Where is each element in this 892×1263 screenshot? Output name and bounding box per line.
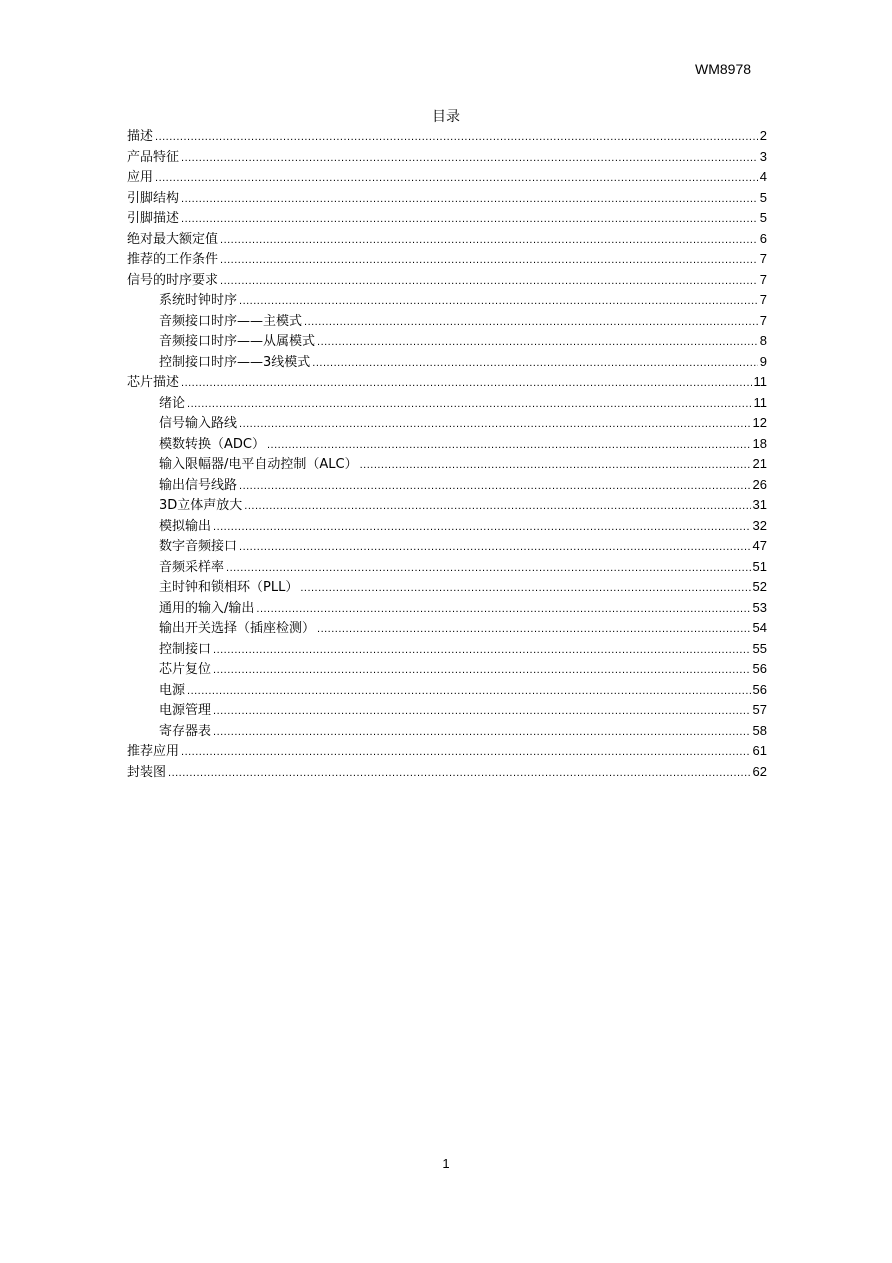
toc-entry-label: 推荐应用 [127, 744, 180, 759]
toc-entry-label: 3D立体声放大 [159, 498, 243, 513]
toc-entry[interactable] [127, 167, 767, 188]
toc-entry-page: 58 [752, 722, 767, 738]
toc-entry-label: 系统时钟时序 [159, 293, 238, 308]
toc-entry-label: 主时钟和锁相环（PLL） [159, 580, 299, 595]
toc-entry[interactable] [127, 270, 767, 291]
toc-entry-label: 通用的输入/输出 [159, 600, 255, 616]
toc-entry[interactable] [127, 741, 767, 762]
toc-dot-leader [181, 189, 758, 209]
toc-entry[interactable] [127, 577, 767, 598]
toc-entry-label: 数字音频接口 [159, 539, 238, 554]
toc-entry-page: 8 [759, 333, 767, 348]
toc-entry[interactable] [127, 147, 767, 168]
toc-dot-leader [256, 599, 750, 619]
toc-entry-page: 47 [752, 538, 767, 553]
toc-dot-leader [267, 435, 751, 455]
toc-entry-page: 51 [752, 558, 767, 574]
toc-entry-page: 21 [752, 456, 767, 471]
toc-entry[interactable] [127, 475, 767, 496]
toc-entry-label: 芯片复位 [159, 662, 212, 677]
toc-entry[interactable] [127, 188, 767, 209]
toc-entry-page: 57 [752, 702, 767, 717]
toc-entry-page: 9 [759, 353, 767, 369]
toc-entry-page: 7 [759, 251, 767, 266]
toc-entry[interactable] [127, 290, 767, 311]
toc-dot-leader [244, 496, 750, 516]
toc-entry-label: 音频接口时序——从属模式 [159, 334, 316, 349]
toc-dot-leader [213, 722, 751, 742]
toc-entry-label: 芯片描述 [127, 375, 180, 390]
toc-entry-page: 54 [752, 620, 767, 635]
toc-entry-page: 31 [752, 497, 767, 512]
toc-entry-page: 7 [759, 312, 767, 328]
toc-entry-label: 音频接口时序——主模式 [159, 313, 303, 329]
toc-entry-page: 11 [753, 394, 767, 410]
toc-entry[interactable] [127, 557, 767, 578]
toc-entry-page: 5 [759, 210, 767, 225]
toc-dot-leader [168, 763, 751, 783]
toc-entry[interactable] [127, 249, 767, 270]
toc-dot-leader [213, 660, 751, 680]
toc-dot-leader [312, 353, 757, 373]
toc-dot-leader [181, 742, 751, 762]
toc-entry[interactable] [127, 229, 767, 250]
toc-entry-label: 输出开关选择（插座检测） [159, 621, 316, 636]
toc-entry-label: 模拟输出 [159, 518, 212, 534]
toc-dot-leader [300, 578, 750, 598]
toc-entry-label: 应用 [127, 170, 154, 185]
toc-entry-label: 输入限幅器/电平自动控制（ALC） [159, 457, 358, 472]
toc-entry-page: 56 [752, 661, 767, 676]
toc-entry-page: 18 [752, 435, 767, 451]
toc-entry[interactable] [127, 311, 767, 332]
toc-entry-label: 产品特征 [127, 149, 180, 165]
toc-entry[interactable] [127, 352, 767, 373]
toc-entry[interactable] [127, 680, 767, 701]
toc-dot-leader [213, 640, 751, 660]
toc-entry[interactable] [127, 639, 767, 660]
toc-entry-label: 引脚描述 [127, 211, 180, 226]
toc-dot-leader [213, 701, 751, 721]
toc-entry-label: 音频采样率 [159, 559, 225, 575]
toc-entry-label: 绝对最大额定值 [127, 231, 219, 247]
toc-dot-leader [239, 291, 758, 311]
toc-dot-leader [181, 209, 758, 229]
toc-entry-page: 62 [752, 763, 767, 779]
toc-dot-leader [239, 476, 751, 496]
toc-entry-label: 信号的时序要求 [127, 272, 219, 288]
toc-entry[interactable] [127, 495, 767, 516]
document-code: WM8978 [695, 61, 752, 77]
table-of-contents [127, 126, 767, 782]
toc-dot-leader [213, 517, 751, 537]
toc-entry-label: 控制接口 [159, 641, 212, 657]
toc-entry[interactable] [127, 721, 767, 742]
toc-entry-label: 推荐的工作条件 [127, 252, 219, 267]
toc-entry-page: 6 [759, 230, 767, 246]
toc-entry-page: 55 [752, 640, 767, 656]
toc-entry[interactable] [127, 536, 767, 557]
toc-title: 目录 [432, 109, 460, 125]
toc-entry[interactable] [127, 208, 767, 229]
toc-entry-page: 56 [752, 681, 767, 697]
toc-entry-page: 52 [752, 579, 767, 594]
toc-dot-leader [187, 394, 751, 414]
toc-entry-label: 模数转换（ADC） [159, 436, 265, 452]
toc-dot-leader [239, 537, 751, 557]
toc-entry[interactable] [127, 393, 767, 414]
toc-entry[interactable] [127, 598, 767, 619]
toc-entry-label: 输出信号线路 [159, 477, 238, 493]
toc-dot-leader [317, 332, 758, 352]
toc-dot-leader [220, 250, 758, 270]
toc-entry-page: 11 [753, 374, 767, 389]
toc-entry-page: 5 [759, 189, 767, 205]
toc-dot-leader [220, 271, 758, 291]
toc-entry[interactable] [127, 516, 767, 537]
toc-dot-leader [239, 414, 751, 434]
toc-entry-label: 引脚结构 [127, 190, 180, 206]
toc-entry-page: 2 [759, 128, 767, 143]
toc-entry[interactable] [127, 413, 767, 434]
toc-dot-leader [360, 455, 751, 475]
toc-dot-leader [317, 619, 751, 639]
toc-entry-label: 信号输入路线 [159, 416, 238, 431]
toc-entry[interactable] [127, 331, 767, 352]
toc-dot-leader [155, 127, 758, 147]
toc-dot-leader [181, 373, 751, 393]
toc-entry[interactable] [127, 372, 767, 393]
toc-entry-label: 控制接口时序——3线模式 [159, 354, 311, 370]
toc-entry-label: 电源 [159, 682, 186, 698]
toc-dot-leader [226, 558, 751, 578]
toc-entry-page: 53 [752, 599, 767, 615]
toc-entry-page: 7 [759, 292, 767, 307]
toc-entry[interactable] [127, 618, 767, 639]
toc-entry-label: 电源管理 [159, 703, 212, 718]
toc-entry[interactable] [127, 700, 767, 721]
toc-entry-page: 12 [752, 415, 767, 430]
toc-entry[interactable] [127, 126, 767, 147]
toc-entry[interactable] [127, 762, 767, 783]
toc-entry-label: 寄存器表 [159, 723, 212, 739]
toc-entry[interactable] [127, 454, 767, 475]
toc-entry-page: 7 [759, 271, 767, 287]
page-number: 1 [442, 1156, 450, 1171]
toc-dot-leader [304, 312, 758, 332]
toc-entry-page: 26 [752, 476, 767, 492]
toc-dot-leader [220, 230, 758, 250]
toc-entry-label: 封装图 [127, 764, 167, 780]
toc-entry[interactable] [127, 659, 767, 680]
toc-entry-page: 32 [752, 517, 767, 533]
toc-entry-page: 61 [752, 743, 767, 758]
toc-entry-label: 描述 [127, 129, 154, 144]
toc-dot-leader [181, 148, 758, 168]
toc-entry-label: 绪论 [159, 395, 186, 411]
toc-entry[interactable] [127, 434, 767, 455]
toc-dot-leader [155, 168, 758, 188]
toc-entry-page: 3 [759, 148, 767, 164]
toc-dot-leader [187, 681, 751, 701]
toc-entry-page: 4 [759, 169, 767, 184]
